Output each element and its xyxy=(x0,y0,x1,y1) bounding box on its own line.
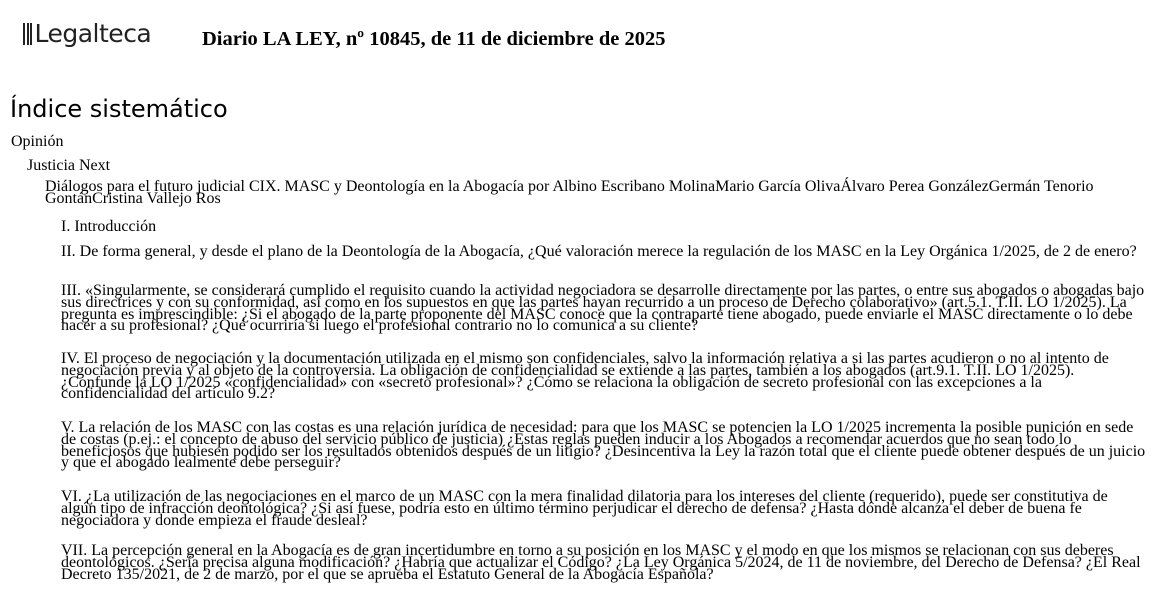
index-article[interactable]: Diálogos para el futuro judicial CIX. MASC y Deontología en la Abogacía por Albino Escribano MolinaMario García OlivaÁlvaro Perea GonzálezGermán Tenorio GontánCristina Vallejo Ros xyxy=(45,178,1094,207)
legalteca-logo xyxy=(23,20,151,48)
index-item[interactable]: III. «Singularmente, se considerará cumplido el requisito cuando la actividad negociadora se desarrolle directamente por las partes, o entre sus abogados o abogadas bajo sus directrices y con su conformidad, así como en los supuestos en que las partes hayan recurrido a un proceso de Derecho colaborativo» (art.5.1. T.II. LO 1/2025). La pregunta es imprescindible: ¿Si el abogado de la parte proponente del MASC conoce que la contraparte tiene abogado, puede enviarle el MASC directamente o lo debe hacer a su profesional? ¿Qué ocurriría si luego el profesional contrario no lo comunica a su cliente? xyxy=(61,282,1145,335)
index-item[interactable]: V. La relación de los MASC con las costas es una relación jurídica de necesidad: para que los MASC se potencien la LO 1/2025 incrementa la posible punición en sede de costas (p.ej.: el concepto de abuso del servicio público de justicia) ¿Estas reglas pueden inducir a los Abogados a recomendar acuerdos que no sean todo lo beneficiosos que hubiesen podido ser los resultados obtenidos después de un litigio? ¿Desincentiva la Ley la razón total que el cliente puede obtener después de un juicio y que el abogado lealmente debe perseguir? xyxy=(61,419,1146,472)
index-item[interactable]: IV. El proceso de negociación y la documentación utilizada en el mismo son confidenciales, salvo la información relativa a si las partes acudieron o no al intento de negociación previa y al objeto de la controversia. La obligación de confidencialidad se extiende a las partes, también a los abogados (art.9.1. T.II. LO 1/2025). ¿Confunde la LO 1/2025 «confidencialidad» con «secreto profesional»? ¿Cómo se relaciona la obligación de secreto profesional con las excepciones a la confidencialidad del artículo 9.2? xyxy=(61,350,1109,403)
index-subsection[interactable]: Justicia Next xyxy=(27,157,111,174)
index-title: Índice sistemático xyxy=(10,95,228,123)
logo-bars-icon xyxy=(23,23,34,45)
index-item[interactable]: VI. ¿La utilización de las negociaciones en el marco de un MASC con la mera finalidad dilatoria para los intereses del cliente (requerido), puede ser constitutiva de algún tipo de infracción deontológica? ¿Si así fuese, podría esto en último término perjudicar el derecho de defensa? ¿Hasta dónde alcanza el deber de buena fe negociadora y donde empieza el fraude desleal? xyxy=(61,488,1108,529)
index-item[interactable]: II. De forma general, y desde el plano de la Deontología de la Abogacía, ¿Qué valoración merece la regulación de los MASC en la Ley Orgánica 1/2025, de 2 de enero? xyxy=(61,243,1137,260)
index-item[interactable]: I. Introducción xyxy=(61,218,157,235)
journal-title: Diario LA LEY, nº 10845, de 11 de diciembre de 2025 xyxy=(202,28,666,50)
logo-text: Legalteca xyxy=(34,19,152,48)
index-item[interactable]: VII. La percepción general en la Abogacía es de gran incertidumbre en torno a su posición en los MASC y el modo en que los mismos se relacionan con sus deberes deontológicos. ¿Sería precisa alguna modificación? ¿Habría que actualizar el Código? ¿La Ley Orgánica 5/2024, de 11 de noviembre, del Derecho de Defensa? ¿El Real Decreto 135/2021, de 2 de marzo, por el que se aprueba el Estatuto General de la Abogacía Española? xyxy=(61,542,1141,583)
index-section[interactable]: Opinión xyxy=(11,133,64,150)
